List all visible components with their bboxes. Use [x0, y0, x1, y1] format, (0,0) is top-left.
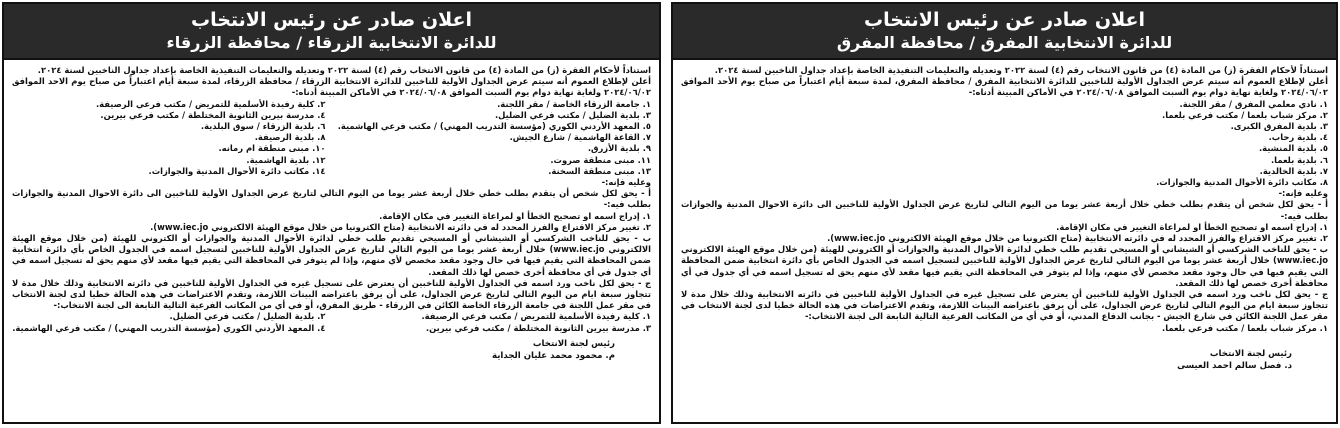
notice-subtitle: للدائرة الانتخابية الزرقاء / محافظة الزرقاء — [166, 33, 497, 52]
list-item: ١. نادي معلمي المفرق / مقر اللجنة. — [1179, 98, 1328, 109]
list-item: ١٠. مبنى منطقة ام رمانه. — [218, 143, 326, 154]
list-item: ٤. المعهد الأردني الكوري (مؤسسة التدريب المهني) / مكتب فرعي الهاشمية. — [12, 322, 326, 333]
and-therefore: وعليه فإنه:- — [601, 177, 651, 188]
list-item: ٦. بلدية الزرقاء / سوق البلدية. — [200, 121, 326, 132]
notice-title: اعلان صادر عن رئيس الانتخاب — [190, 9, 472, 31]
notice-zarqa — [2, 2, 661, 424]
clause-a-2: ٢. تغيير مركز الاقتراع والفرز المحدد له في دائرته الانتخابية (متاح الكترونيا من خلال موقع الهيئة الالكتروني www.iec.jo). — [827, 233, 1328, 244]
list-item: ٩. بلدية الأزرق. — [587, 143, 651, 154]
clause-b: ب - يحق للناخب الشركسي أو الشيشاني أو المسيحي تقديم طلب خطي لدائرة الأحوال المدنية والجوازات أو الكتروني للهيئة (من خلال موقع الهيئة الالكتروني www.iec.jo) خلال أربعة عشر يوما من اليوم التالي لتاريخ عرض الجداول الأولية للناخبين لتسجيل اسمه في الجدول الخاص بأي دائرة انتخابية ضمن المحافظة التي يقيم فيها في حال وجود مقعد مخصص لأي منهم، وإذا لم يتوفر في المحافظة التي يقيم فيها مقعد لأي منهم يحق له تسجيل اسمه في أي جدول في أي محافظة أخرى خصص لها ذلك المقعد. — [12, 233, 651, 277]
list-item: ٥. بلدية المنشية. — [1258, 143, 1328, 154]
list-item: ٦. بلدية بلعما. — [1271, 154, 1328, 165]
notice-mafraq — [671, 2, 1338, 424]
signature-title: رئيس لجنة الانتخاب — [532, 338, 615, 349]
list-item: ١. كلية رفيدة الأسلمية للتمريض / مكتب فرعي الرصيفة. — [421, 311, 651, 322]
list-item: ٣. بلدية الضليل / مكتب فرعي الضليل. — [494, 109, 651, 120]
notice-header — [4, 4, 659, 60]
list-item: ١١. مبنى منطقة صروت. — [550, 154, 651, 165]
list-item: ٨. مكاتب دائرة الأحوال المدنية والجوازات. — [1156, 177, 1328, 188]
notice-title: اعلان صادر عن رئيس الانتخاب — [863, 9, 1145, 31]
list-item: ٨. بلدية الرصيفة. — [254, 132, 326, 143]
list-item: ٧. القاعة الهاشمية / شارع الجيش. — [509, 132, 651, 143]
clause-a: أ - يحق لكل شخص أن يتقدم بطلب خطي خلال أربعة عشر يوما من اليوم التالي لتاريخ عرض الجداول الأولية للناخبين الى دائرة الاحوال المدنية والجوازات بطلب فيه:- — [12, 188, 651, 210]
notice-header — [673, 4, 1336, 60]
list-item: ٣. بلدية المفرق الكبرى. — [1230, 121, 1328, 132]
announcement: أعلن لإطلاع العموم أنه سيتم عرض الجداول الأولية للناخبين للدائرة الانتخابية المفرق / محافظة المفرق، لمدة سبعة أيام اعتباراً من صباح يوم الأحد الموافق ٢٠٢٤/٠٦/٠٢ ولغاية نهاية دوام يوم السبت الموافق ٢٠٢٤/٠٦/٠٨ في الأماكن المبينة أدناه:- — [681, 76, 1328, 98]
places-list — [681, 99, 1328, 189]
list-item: ٣. مدرسة بيرين الثانوية المختلطة / مكتب فرعي بيرين. — [425, 322, 651, 333]
clause-c: ج - يحق لكل ناخب ورد اسمه في الجداول الأولية للناخبين أن يعترض على تسجيل غيره في الجداول الأولية للناخبين في دائرته الانتخابية وذلك خلال مدة لا تتجاوز سبعة ايام من اليوم التالي لتاريخ عرض الجداول، على أن يرفق باعتراضه البينات اللازمة، وتقدم الاعتراضات في هذه الحالة خطيا لدى لجنة الانتخاب في مقر عمل اللجنة في جامعة الزرقاء الخاصة الكائن في الزرقاء - طريق المفرق، أو في أي من المكاتب الفرعية التالية التابعة الى لجنة الانتخاب:- — [12, 277, 651, 311]
signature-name: د. فصل سالم احمد العيسى — [1177, 360, 1292, 371]
and-therefore: وعليه فإنه:- — [1278, 188, 1328, 199]
legal-basis: استناداً لأحكام الفقرة (ز) من المادة (٤) من قانون الانتخاب رقم (٤) لسنة ٢٠٢٢ وتعديله والتعليمات التنفيذية الخاصة بإعداد جداول الناخبين لسنة ٢٠٢٤. — [714, 65, 1328, 75]
clause-a: أ - يحق لكل شخص أن يتقدم بطلب خطي خلال أربعة عشر يوما من اليوم التالي لتاريخ عرض الجداول الأولية للناخبين الى دائرة الاحوال المدنية والجوازات بطلب فيه:- — [681, 199, 1328, 221]
list-item: ١. جامعة الزرقاء الخاصة / مقر اللجنة. — [497, 98, 651, 109]
list-item: ٢. كلية رفيدة الأسلمية للتمريض / مكتب فرعي الرصيفة. — [96, 98, 326, 109]
list-item: ١٢. بلدية الهاشمية. — [246, 154, 326, 165]
branch-office-item: ١. مركز شباب بلعما / مكتب فرعي بلعما. — [1162, 322, 1328, 333]
clause-c: ج - يحق لكل ناخب ورد اسمه في الجداول الأولية للناخبين أن يعترض على تسجيل غيره في الجداول الأولية للناخبين في دائرته الانتخابية وذلك خلال مدة لا تتجاوز سبعة ايام من اليوم التالي لتاريخ عرض الجداول، على أن يرفق باعتراضه البينات اللازمة، وتقدم الاعتراضات في هذه الحالة خطيا لدى لجنة الانتخاب في مقر عمل اللجنة الكائن في شارع الجيش - بجانب الدفاع المدني، أو في أي من المكاتب الفرعية التالية التابعة الى لجنة الانتخاب:- — [681, 289, 1328, 322]
list-item: ٢. مركز شباب بلعما / مكتب فرعي بلعما. — [1162, 109, 1328, 120]
list-item: ٧. بلدية الخالدية. — [1259, 165, 1328, 176]
signature-title: رئيس لجنة الانتخاب — [1209, 348, 1292, 359]
notice-body — [4, 60, 659, 362]
signature-name: م. محمود محمد عليان الجداية — [491, 350, 615, 361]
announcement: أعلن لإطلاع العموم أنه سيتم عرض الجداول الأولية للناخبين للدائرة الانتخابية الزرقاء / محافظة الزرقاء، لمدة سبعة أيام اعتباراً من صباح يوم الاحد الموافق ٢٠٢٤/٠٦/٠٢ ولغاية نهاية دوام يوم السبت الموافق ٢٠٢٤/٠٦/٠٨ في الأماكن المبينة أدناه:- — [12, 76, 651, 98]
legal-basis: استناداً لأحكام الفقرة (ز) من المادة (٤) من قانون الانتخاب رقم (٤) لسنة ٢٠٢٢ وتعديله والتعليمات التنفيذية الخاصة بإعداد جداول الناخبين لسنة ٢٠٢٤. — [37, 65, 651, 75]
notice-body — [673, 60, 1336, 372]
places-list — [12, 99, 651, 177]
signature-block — [681, 348, 1328, 372]
clause-b: ب - يحق للناخب الشركسي أو الشيشاني أو المسيحي تقديم طلب خطي لدائرة الأحوال المدنية والجوازات أو الكتروني للهيئة (من خلال موقع الهيئة الالكتروني www.iec.jo) خلال أربعة عشر يوما من اليوم التالي لتاريخ عرض الجداول الأولية للناخبين لتسجيل اسمه في الجدول الخاص بأي دائرة انتخابية ضمن المحافظة التي يقيم فيها في حال وجود مقعد مخصص لأي منهم، وإذا لم يتوفر في المحافظة التي يقيم فيها مقعد لأي منهم يحق له تسجيل اسمه في أي جدول في أي محافظة أخرى خصص لها ذلك المقعد. — [681, 244, 1328, 288]
clause-a-1: ١. إدراج اسمه او تصحيح الخطأ او لمراعاة التغيير في مكان الإقامة. — [1056, 221, 1328, 232]
list-item: ١٣. مبنى منطقة السخنة. — [548, 165, 651, 176]
list-item: ٤. مدرسة بيرين الثانوية المختلطة / مكتب فرعي بيرين. — [100, 109, 326, 120]
list-item: ١٤. مكاتب دائرة الأحوال المدنية والجوازات. — [148, 165, 326, 176]
list-item: ٤. بلدية رحاب. — [1268, 132, 1328, 143]
signature-block — [12, 338, 651, 362]
list-item: ٥. المعهد الأردني الكوري (مؤسسة التدريب المهني) / مكتب فرعي الهاشمية. — [337, 121, 651, 132]
branch-offices-list — [12, 311, 651, 333]
list-item: ٢. بلدية الضليل / مكتب فرعي الضليل. — [169, 311, 326, 322]
clause-a-2: ٢. تغيير مركز الاقتراع والفرز المحدد له في دائرته الانتخابية (متاح الكترونيا من خلال موقع الهيئة الالكتروني www.iec.jo). — [150, 221, 651, 232]
clause-a-1: ١. إدراج اسمه او تصحيح الخطأ او لمراعاة التغيير في مكان الإقامة. — [379, 210, 651, 221]
notice-subtitle: للدائرة الانتخابية المفرق / محافظة المفرق — [836, 33, 1173, 52]
